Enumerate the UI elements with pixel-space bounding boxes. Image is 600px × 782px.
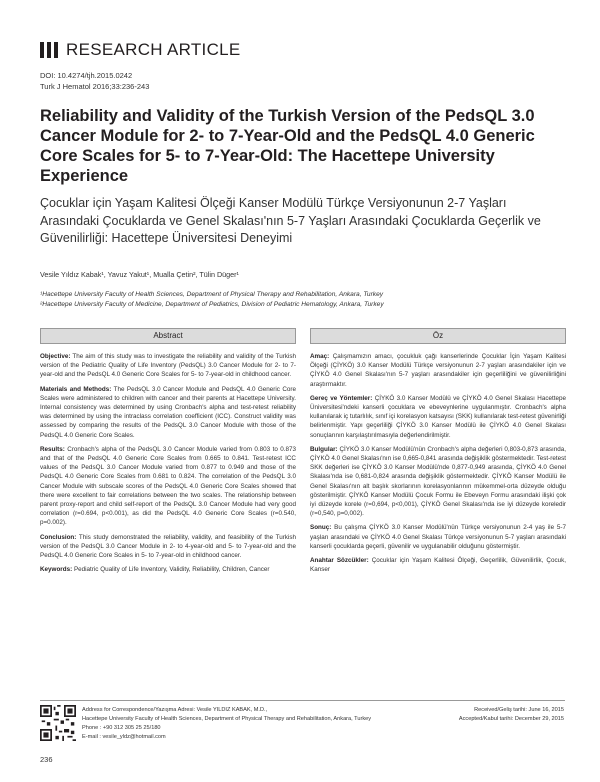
abstract-section: Objective: The aim of this study was to investigate the reliability and validity of the Turkish version of the Pediatric Quality of Life Inventory (PedsQL) 3.0 Cancer Module for 2- to 7-year-old and the PedsQL 4.0 Generic Core Scales for 5- to 7-year-old in childhood cancer. [40,353,296,379]
oz-section: Gereç ve Yöntemler: ÇİYKÖ 3.0 Kanser Modülü ve ÇİYKÖ 4.0 Genel Skalası Hacettepe Üniversitesi'ndeki kanserli çocuklara ve ebeveynlerine uygulanmıştır. Cronbach's alpha kullanılarak iç tutarlılık, sınıf içi korelasyon katsayısı (SKK) kullanılarak test-retest güvenirliği belirlenmiştir. Yapı geçerliliği ÇİYKÖ 3.0 Kanser Modülü ile ÇİYKÖ 4.0 Genel Skalası sonuçlarının karşılaştırılmasıyla değerlendirilmiştir. [310,394,566,439]
article-type-label: RESEARCH ARTICLE [66,40,241,59]
abstract-heading: Abstract [40,328,296,344]
affiliation-1: ¹Hacettepe University Faculty of Health Sciences, Department of Physical Therapy and Rehabilitation, Ankara, Turkey [40,291,384,298]
received-date: Received/Geliş tarihi: June 16, 2015 [474,707,564,713]
article-type-header [40,38,241,62]
affiliation-2: ²Hacettepe University Faculty of Medicine, Department of Pediatrics, Division of Pediatric Hematology, Ankara, Turkey [40,301,384,308]
correspondence [82,706,422,742]
qr-code-icon [40,705,76,741]
correspondence-institution: Hacettepe University Faculty of Health Sciences, Department of Physical Therapy and Rehabilitation, Ankara, Turkey [82,716,372,722]
oz-section: Amaç: Çalışmamızın amacı, çocukluk çağı kanserlerinde Çocuklar İçin Yaşam Kalitesi Ölçeği (ÇİYKÖ) 3.0 Kanser Modülü Türkçe versiyonunun 2-7 yaşları arasındakiler için ve ÇİYKÖ 4.0 Genel Skalası'nın 5-7 yaşları arasındakiler için geçerliliğini ve güvenilirliğini araştırmaktır. [310,353,567,388]
abstract-column [40,352,296,579]
accepted-date: Accepted/Kabul tarihi: December 29, 2015 [458,716,564,722]
article-subtitle: Çocuklar için Yaşam Kalitesi Ölçeği Kanser Modülü Türkçe Versiyonunun 2-7 Yaşları Arasındaki Çocuklarda ve Genel Skalası'nın 5-7 Yaşları Arasındaki Çocuklarda Geçerlik ve Güvenilirliği: Hacettepe Üniversitesi Deneyimi [40,196,541,245]
oz-section: Sonuç: Bu çalışma ÇİYKÖ 3.0 Kanser Modülü'nün Türkçe versiyonunun 2-4 yaş ile 5-7 yaşları arasındaki ve ÇİYKÖ 4.0 Genel Skalası Türkçe versiyonunun 5-7 yaşları arasındaki kanserli çocuklarda geçerli, güvenilir ve uygulanabilir olduğunu göstermiştir. [310,524,566,550]
correspondence-address: Address for Correspondence/Yazışma Adresi: Vesile YILDIZ KABAK, M.D., [82,707,268,713]
abstract-section: Results: Cronbach's alpha of the PedsQL 3.0 Cancer Module varied from 0.803 to 0.873 and that of the PedsQL 4.0 Generic Core Scales from 0.665 to 0.841. Test-retest ICC values of the PedsQL 3.0 Cancer Module varied from 0.877 to 0.949 and those of the PedsQL 4.0 Generic Core Scales from 0.681 to 0.824. The correlation of the PedsQL 3.0 Cancer Module with subscale scores of the PedsQL 4.0 Generic Core Scales showed that there were excellent to fair correlations between the two scales. The relationship between parent proxy-report and child self-report of the PedsQL 3.0 Cancer Module had very good correlation (r=0.694, p<0.001), as did the PedsQL 4.0 Generic Core Scales (r=0.540, p=0.002). [40,445,297,527]
oz-column [310,352,566,579]
footer-divider [40,700,565,701]
correspondence-email[interactable]: E-mail : vesile_yldz@hotmail.com [82,734,166,740]
article-dates [459,706,564,724]
article-meta [40,70,149,92]
article-title: Reliability and Validity of the Turkish Version of the PedsQL 3.0 Cancer Module for 2- to 7-Year-Old and the PedsQL 4.0 Generic Core Scales for 5- to 7-Year-Old: The Hacettepe University Experience [40,107,535,185]
oz-heading: Öz [310,328,566,344]
authors: Vesile Yıldız Kabak¹, Yavuz Yakut¹, Mualla Çetin², Tülin Düger¹ [40,270,239,279]
correspondence-phone: Phone : +90 312 305 25 25/180 [82,725,161,731]
abstract-section: Conclusion: This study demonstrated the reliability, validity, and feasibility of the Turkish version of the PedsQL 3.0 Cancer Module in 2- to 4-year-old and 5- to 7-year-old and the PedsQL 4.0 Generic Core Scales in 5- to 7-year-old in childhood cancer. [40,533,296,560]
doi[interactable]: DOI: 10.4274/tjh.2015.0242 [40,71,133,80]
oz-section: Bulgular: ÇİYKÖ 3.0 Kanser Modülü'nün Cronbach's alpha değerleri 0,803-0,873 arasında, ÇİYKÖ 4.0 Genel Skalası'nın ise 0,665-0,841 arasında değişiklik göstermektedir. Test-retest SKK değerleri ise ÇİYKÖ 3.0 Kanser Modülü'nde 0,877-0,949 arasında, ÇİYKÖ 4.0 Genel Skalası'nda ise 0,681-0,824 arasında değişiklik göstermektedir. ÇİYKÖ Kanser Modülü ile Genel Skalası'nın alt başlık skorlarının korelasyonlarının mükemmel-orta düzeyde olduğu gösterilmiştir. ÇİYKÖ Kanser Modülü Çocuk Formu ile Ebeveyn Formu arasındaki ilişki çok iyi düzeyde korele (r=0,694, p<0,001), ÇİYKÖ Genel Skalası'nda ise iyi düzeyde koreledir (r=0,540, p=0,002). [310,445,566,518]
abstract-section: Materials and Methods: The PedsQL 3.0 Cancer Module and PedsQL 4.0 Generic Core Scales were administered to children with cancer and their parents at Hacettepe University. Internal consistency was determined by using Cronbach's alpha and test-retest reliability was determined by using the intraclass correlation coefficient (ICC). Construct validity was assessed by comparing the results of the PedsQL 3.0 Cancer Module with those of the PedsQL 4.0 Generic Core Scales. [40,385,296,439]
header-bars-icon [40,42,58,58]
journal-citation: Turk J Hematol 2016;33:236-243 [40,82,150,91]
affiliations [40,290,384,310]
page-number: 236 [40,755,53,764]
oz-keywords: Anahtar Sözcükler: Çocuklar için Yaşam Kalitesi Ölçeği, Geçerlilik, Güvenilirlik, Çocuk, Kanser [310,557,566,574]
abstract-keywords: Keywords: Pediatric Quality of Life Inventory, Validity, Reliability, Children, Cancer [40,566,270,574]
